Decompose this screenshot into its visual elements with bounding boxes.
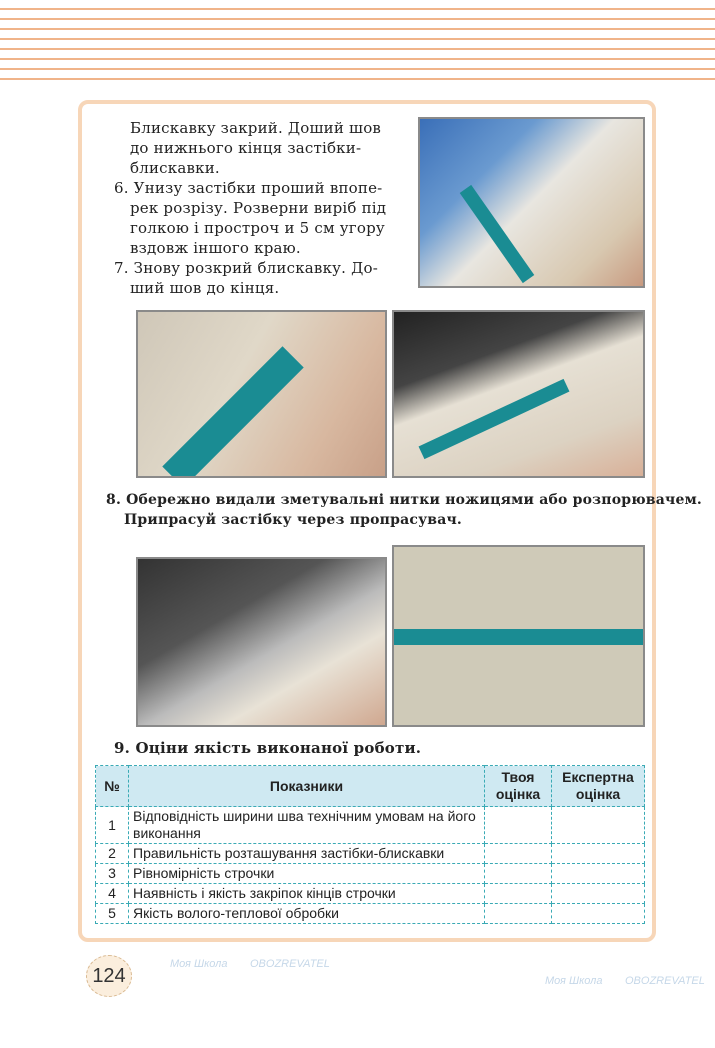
table-row [96, 884, 645, 904]
self-score-cell[interactable] [485, 884, 552, 904]
col-criteria: Показники [129, 766, 485, 807]
step-8 [106, 490, 702, 530]
col-number: № [96, 766, 129, 807]
photo-sewing-machine [418, 117, 645, 288]
text-line: Припрасуй застібку через пропрасувач. [124, 512, 462, 528]
row-criterion: Якість волого-теплової обробки [129, 904, 485, 924]
expert-score-cell[interactable] [552, 807, 645, 844]
row-criterion: Правильність розташування застібки-блискавки [129, 844, 485, 864]
row-criterion: Відповідність ширини шва технічним умовам на його виконання [129, 807, 485, 844]
col-self-score: Твоя оцінка [485, 766, 552, 807]
table-row [96, 864, 645, 884]
text-line: 7. Знову розкрий блискавку. До- [114, 259, 378, 277]
expert-score-cell[interactable] [552, 844, 645, 864]
photo-finished-zipper [392, 545, 645, 727]
step-6 [114, 178, 386, 258]
table-row [96, 904, 645, 924]
text-line: ший шов до кінця. [130, 279, 280, 297]
text-line: голкою і простроч и 5 см угору [130, 219, 385, 237]
step-9: 9. Оціни якість виконаної роботи. [114, 739, 422, 757]
col-expert-score: Експертна оцінка [552, 766, 645, 807]
text-line: Блискавку закрий. Доший шов [130, 119, 382, 137]
watermark: OBOZREVATEL [250, 958, 330, 970]
self-score-cell[interactable] [485, 904, 552, 924]
row-number: 4 [96, 884, 129, 904]
text-line: блискавки. [130, 159, 220, 177]
page-number: 124 [86, 955, 132, 997]
self-score-cell[interactable] [485, 864, 552, 884]
step-7 [114, 258, 378, 298]
expert-score-cell[interactable] [552, 864, 645, 884]
table-header [96, 766, 645, 807]
table-row [96, 807, 645, 844]
watermark: Моя Школа [545, 975, 603, 987]
evaluation-table [95, 765, 645, 924]
text-line: 6. Унизу застібки проший впопе- [114, 179, 383, 197]
row-number: 1 [96, 807, 129, 844]
row-criterion: Наявність і якість закріпок кінців строчки [129, 884, 485, 904]
self-score-cell[interactable] [485, 844, 552, 864]
step-continuation [130, 118, 381, 178]
watermark: OBOZREVATEL [625, 975, 705, 987]
header-lines [0, 0, 715, 88]
self-score-cell[interactable] [485, 807, 552, 844]
watermark: Моя Школа [170, 958, 228, 970]
row-number: 2 [96, 844, 129, 864]
row-number: 5 [96, 904, 129, 924]
photo-removing-threads [136, 557, 387, 727]
text-line: вздовж іншого краю. [130, 239, 301, 257]
text-line: рек розрізу. Розверни виріб під [130, 199, 387, 217]
text-line: до нижнього кінця застібки- [130, 139, 362, 157]
text-line: 8. Обережно видали зметувальні нитки ножицями або розпорювачем. [106, 492, 702, 508]
expert-score-cell[interactable] [552, 904, 645, 924]
row-criterion: Рівномірність строчки [129, 864, 485, 884]
photo-opening-zipper [392, 310, 645, 478]
photo-stitching-zipper [136, 310, 387, 478]
expert-score-cell[interactable] [552, 884, 645, 904]
row-number: 3 [96, 864, 129, 884]
table-row [96, 844, 645, 864]
